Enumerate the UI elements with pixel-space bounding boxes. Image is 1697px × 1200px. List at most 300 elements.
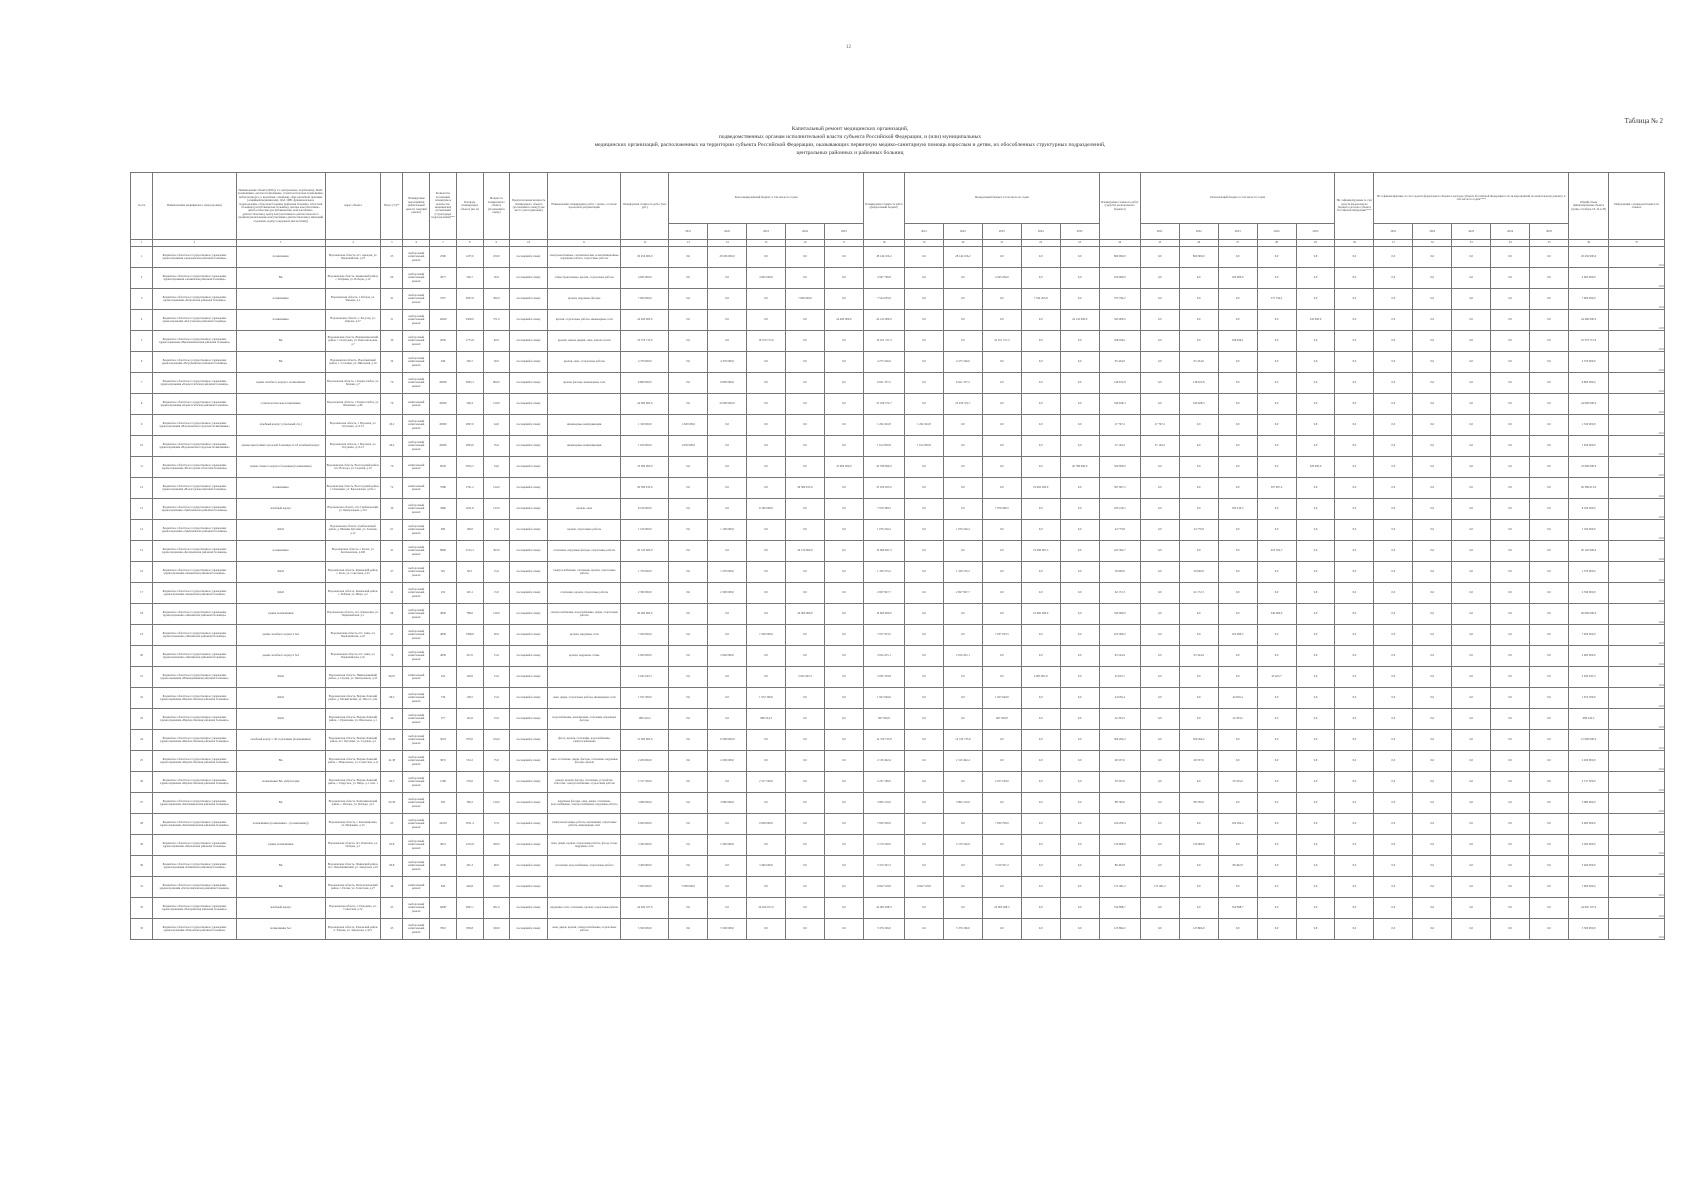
federal-year: 0,0 bbox=[1021, 898, 1060, 919]
consolidated-year: 0,0 bbox=[786, 835, 825, 856]
total-financing: 24 000 000,0 bbox=[1569, 394, 1609, 415]
visits-count: 20000 bbox=[430, 394, 457, 415]
non-cofinanced-year: 0,0 bbox=[1452, 415, 1491, 436]
non-cofinanced-year: 0,0 bbox=[1374, 625, 1413, 646]
consolidated-year: 0,0 bbox=[669, 331, 708, 352]
federal-cost: 3 895 210,0 bbox=[863, 793, 904, 814]
non-cofinanced-cost: 0,0 bbox=[1335, 457, 1374, 478]
total-cost: 29 456 000,0 bbox=[621, 247, 669, 268]
non-cofinanced-year: 0,0 bbox=[1374, 793, 1413, 814]
planned-works: капитальный ремонт bbox=[403, 457, 430, 478]
regional-year: 0,0 bbox=[1296, 352, 1335, 373]
non-cofinanced-year: 0,0 bbox=[1452, 289, 1491, 310]
subordination-info bbox=[1609, 667, 1665, 688]
consolidated-year: 0,0 bbox=[786, 373, 825, 394]
column-number: 27 bbox=[1218, 240, 1257, 247]
year-header: 2023 bbox=[982, 224, 1021, 240]
object-name: лечебный корпус bbox=[236, 898, 325, 919]
organization-name: Бюджетное областное государственное учреждение здравоохранения «Верхне-Хавская районная больница» bbox=[153, 772, 236, 793]
non-cofinanced-year: 0,0 bbox=[1413, 877, 1452, 898]
row-number: 32 bbox=[131, 898, 153, 919]
row-number: 13 bbox=[131, 499, 153, 520]
regional-year: 49 537,6 bbox=[1179, 751, 1218, 772]
regional-year: 0,0 bbox=[1218, 310, 1257, 331]
works-description bbox=[548, 457, 621, 478]
non-cofinanced-year: 0,0 bbox=[1452, 646, 1491, 667]
column-number: 3 bbox=[236, 240, 325, 247]
works-description bbox=[548, 394, 621, 415]
planned-works: выборочный капитальный ремонт bbox=[403, 541, 430, 562]
subordination-info bbox=[1609, 709, 1665, 730]
consolidated-year: 0,0 bbox=[669, 394, 708, 415]
regional-year: 0,0 bbox=[1296, 667, 1335, 688]
col-header: Региональный бюджет, в том числе по годам bbox=[1140, 173, 1335, 224]
non-cofinanced-year: 0,0 bbox=[1452, 751, 1491, 772]
year-tag: 2021 bbox=[1658, 432, 1664, 435]
subordination-info bbox=[1609, 793, 1665, 814]
planned-works: выборочный капитальный ремонт bbox=[403, 604, 430, 625]
object-area: 401,3 bbox=[456, 856, 483, 877]
consolidated-year: 0,0 bbox=[786, 856, 825, 877]
non-cofinanced-year: 0,0 bbox=[1374, 373, 1413, 394]
object-capacity: 15,0 bbox=[483, 646, 510, 667]
object-address: Воронежская область, Верхне-Хавский район, д. Малый Кобяк, ул. Шоссе, д.9а bbox=[325, 688, 381, 709]
regional-year: 0,0 bbox=[1179, 898, 1218, 919]
federal-year: 0,0 bbox=[1021, 394, 1060, 415]
federal-year: 0,0 bbox=[905, 457, 944, 478]
year-tag: 2022 bbox=[1658, 663, 1664, 666]
regional-year: 0,0 bbox=[1179, 625, 1218, 646]
consolidated-year: 7 000 000,0 bbox=[669, 877, 708, 898]
consolidated-year: 0,0 bbox=[747, 667, 786, 688]
non-cofinanced-year: 0,0 bbox=[1374, 562, 1413, 583]
object-name: лечебный корпус (отдельный стр.) bbox=[236, 415, 325, 436]
regional-year: 0,0 bbox=[1296, 646, 1335, 667]
total-financing: 4 370 000,0 bbox=[1569, 352, 1609, 373]
total-financing: 5 500 000,0 bbox=[1569, 919, 1609, 940]
total-cost: 1 100 000,0 bbox=[621, 520, 669, 541]
regional-year: 0,0 bbox=[1140, 688, 1179, 709]
consolidated-year: 0,0 bbox=[824, 688, 863, 709]
federal-year: 0,0 bbox=[905, 268, 944, 289]
works-description: окна, отопление, двери, фасады, отопление, наружные фасады, кровля bbox=[548, 751, 621, 772]
total-financing: 16 579 715,0 bbox=[1569, 331, 1609, 352]
organization-name: Бюджетное областное государственное учреждение здравоохранения «Верхне-Хавская районная больница» bbox=[153, 709, 236, 730]
table-row bbox=[131, 646, 1665, 667]
column-number: 10 bbox=[510, 240, 548, 247]
consolidated-year: 0,0 bbox=[747, 394, 786, 415]
federal-year: 1 927 649,6 bbox=[982, 688, 1021, 709]
federal-year: 1 339 135,2 bbox=[943, 562, 982, 583]
regional-year: 309 264,2 bbox=[1179, 730, 1218, 751]
subordination-info bbox=[1609, 919, 1665, 940]
non-cofinanced-cost: 0,0 bbox=[1335, 562, 1374, 583]
non-cofinanced-cost: 0,0 bbox=[1335, 856, 1374, 877]
year-header: 2021 bbox=[1374, 224, 1413, 240]
object-name: ВА bbox=[236, 268, 325, 289]
total-financing: 1 100 000,0 bbox=[1569, 520, 1609, 541]
federal-year: 0,0 bbox=[1060, 289, 1099, 310]
non-cofinanced-year: 0,0 bbox=[1491, 814, 1530, 835]
visits-count: 224 bbox=[430, 667, 457, 688]
non-cofinanced-cost: 0,0 bbox=[1335, 709, 1374, 730]
non-cofinanced-year: 0,0 bbox=[1452, 520, 1491, 541]
regional-cost: 540 628,3 bbox=[1099, 394, 1140, 415]
consolidated-year: 0,0 bbox=[824, 541, 863, 562]
row-number: 25 bbox=[131, 751, 153, 772]
visits-count: 4931 bbox=[430, 835, 457, 856]
visits-count: 232 bbox=[430, 583, 457, 604]
federal-year: 0,0 bbox=[1021, 583, 1060, 604]
non-cofinanced-cost: 0,0 bbox=[1335, 625, 1374, 646]
consolidated-year: 0,0 bbox=[786, 520, 825, 541]
federal-year: 2 005 061,8 bbox=[1021, 667, 1060, 688]
table-body bbox=[131, 247, 1665, 940]
non-cofinanced-year: 0,0 bbox=[1452, 919, 1491, 940]
non-cofinanced-year: 0,0 bbox=[1530, 688, 1569, 709]
non-cofinanced-year: 0,0 bbox=[1374, 247, 1413, 268]
object-name: здание лечебного корпуса, поликлиника bbox=[236, 373, 325, 394]
federal-year: 0,0 bbox=[1060, 814, 1099, 835]
column-number: 36 bbox=[1569, 240, 1609, 247]
non-cofinanced-year: 0,0 bbox=[1452, 604, 1491, 625]
col-header: Мощность планируемого объекта (посещений в смену) bbox=[483, 173, 510, 240]
federal-year: 0,0 bbox=[905, 499, 944, 520]
year-tag: 2021 bbox=[1658, 453, 1664, 456]
year-tag: 2022 bbox=[1658, 537, 1664, 540]
total-cost: 7 900 000,0 bbox=[621, 289, 669, 310]
federal-year: 3 310 597,2 bbox=[982, 856, 1021, 877]
regional-year: 0,0 bbox=[1140, 898, 1179, 919]
regional-year: 88 790,0 bbox=[1179, 793, 1218, 814]
regional-year: 44 650,4 bbox=[1218, 688, 1257, 709]
non-cofinanced-year: 0,0 bbox=[1452, 856, 1491, 877]
consolidated-year: 3 400 000,0 bbox=[747, 856, 786, 877]
column-number: 26 bbox=[1179, 240, 1218, 247]
object-name: ВА bbox=[236, 331, 325, 352]
column-number: 17 bbox=[824, 240, 863, 247]
federal-year: 0,0 bbox=[1021, 730, 1060, 751]
year-header: 2023 bbox=[1218, 224, 1257, 240]
federal-cost: 1 612 850,8 bbox=[863, 436, 904, 457]
object-name: ФАП bbox=[236, 667, 325, 688]
non-cofinanced-cost: 0,0 bbox=[1335, 289, 1374, 310]
year-tag: 2022 bbox=[1658, 369, 1664, 372]
regional-cost: 169 209,4 bbox=[1099, 814, 1140, 835]
subordination-info bbox=[1609, 520, 1665, 541]
regional-year: 0,0 bbox=[1218, 541, 1257, 562]
regional-year: 0,0 bbox=[1257, 793, 1296, 814]
wear-percent: 45 bbox=[381, 919, 403, 940]
data-table bbox=[130, 172, 1665, 940]
capacity-unit: посещений в смену bbox=[510, 457, 548, 478]
organization-name: Бюджетное областное государственное учреждение здравоохранения «Калачеевская районная больница» bbox=[153, 541, 236, 562]
total-cost: 1 370 000,0 bbox=[621, 562, 669, 583]
planned-works: выборочный капитальный ремонт bbox=[403, 373, 430, 394]
year-header: 2021 bbox=[669, 224, 708, 240]
consolidated-year: 0,0 bbox=[747, 604, 786, 625]
consolidated-year: 0,0 bbox=[824, 331, 863, 352]
federal-cost: 6 621 357,2 bbox=[863, 373, 904, 394]
year-tag: 2023 bbox=[1658, 831, 1664, 834]
capacity-unit: посещений в смену bbox=[510, 919, 548, 940]
total-cost: 8 160 000,0 bbox=[621, 499, 669, 520]
planned-works: капитальный ремонт bbox=[403, 478, 430, 499]
object-address: Воронежская область, Воробьёвский район, с. Солонцы, ул. Школьная, д.10 bbox=[325, 352, 381, 373]
non-cofinanced-year: 0,0 bbox=[1491, 625, 1530, 646]
year-tag: 2025 bbox=[1658, 474, 1664, 477]
federal-cost: 6 842 518,8 bbox=[863, 877, 904, 898]
regional-year: 0,0 bbox=[1257, 583, 1296, 604]
non-cofinanced-cost: 0,0 bbox=[1335, 310, 1374, 331]
federal-year: 2 816 455,1 bbox=[943, 646, 982, 667]
federal-cost: 7 976 589,5 bbox=[863, 499, 904, 520]
object-area: 788,0 bbox=[456, 604, 483, 625]
consolidated-year: 7 200 000,0 bbox=[747, 625, 786, 646]
federal-year: 0,0 bbox=[1060, 835, 1099, 856]
total-financing: 4 665 000,0 bbox=[1569, 268, 1609, 289]
consolidated-year: 0,0 bbox=[786, 646, 825, 667]
federal-year: 0,0 bbox=[982, 394, 1021, 415]
organization-name: Бюджетное областное государственное учреждение здравоохранения «Верхне-Хавская районная больница» bbox=[153, 730, 236, 751]
planned-works: выборочный капитальный ремонт bbox=[403, 499, 430, 520]
object-name: здание пристройки городской больницы № 18 лечебный корпус bbox=[236, 436, 325, 457]
column-number: 8 bbox=[456, 240, 483, 247]
capacity-unit: посещений в смену bbox=[510, 751, 548, 772]
non-cofinanced-year: 0,0 bbox=[1452, 331, 1491, 352]
row-number: 21 bbox=[131, 667, 153, 688]
consolidated-year: 0,0 bbox=[708, 709, 747, 730]
works-description: ремонт кровли, фасада, отопление, устройство отмостки, электроснабжение, отделочные работы bbox=[548, 772, 621, 793]
federal-year: 0,0 bbox=[1021, 310, 1060, 331]
wear-percent: 70 bbox=[381, 457, 403, 478]
federal-year: 0,0 bbox=[905, 562, 944, 583]
non-cofinanced-cost: 0,0 bbox=[1335, 352, 1374, 373]
federal-cost: 967 020,8 bbox=[863, 709, 904, 730]
table-row bbox=[131, 373, 1665, 394]
regional-cost: 340 000,0 bbox=[1099, 604, 1140, 625]
works-description: кровля, отделочные работы bbox=[548, 520, 621, 541]
visits-count: 2030 bbox=[430, 331, 457, 352]
table-row bbox=[131, 688, 1665, 709]
visits-count: 736 bbox=[430, 688, 457, 709]
regional-cost: 554 898,7 bbox=[1099, 898, 1140, 919]
col-header: Не софинансируемые за счет средств федерального бюджета расходы субъекта Российской Федерации**** bbox=[1335, 173, 1374, 240]
subordination-info bbox=[1609, 457, 1665, 478]
organization-name: Бюджетное областное государственное учреждение здравоохранения «Борисоглебская районная больница» bbox=[153, 394, 236, 415]
non-cofinanced-year: 0,0 bbox=[1413, 520, 1452, 541]
planned-works: выборочный капитальный ремонт bbox=[403, 772, 430, 793]
federal-year: 0,0 bbox=[943, 709, 982, 730]
total-financing: 989 224,3 bbox=[1569, 709, 1609, 730]
regional-year: 0,0 bbox=[1218, 247, 1257, 268]
wear-percent: 70 bbox=[381, 394, 403, 415]
col-header: Предполагаемая мощность планируемого объекта (посещений в смену) (чьё место для подписание) bbox=[510, 173, 548, 240]
consolidated-year: 0,0 bbox=[747, 457, 786, 478]
object-address: Воронежская область, Вологодский район, г. Ольшанка, ул. Березовская, д.19а-1 bbox=[325, 478, 381, 499]
federal-cost: 5 376 196,0 bbox=[863, 919, 904, 940]
total-financing: 20 000 000,0 bbox=[1569, 604, 1609, 625]
total-cost: 20 120 000,0 bbox=[621, 541, 669, 562]
non-cofinanced-year: 0,0 bbox=[1491, 604, 1530, 625]
object-address: Воронежская область, г. Поворино, ул. Советская, д.72 bbox=[325, 898, 381, 919]
page-number: 12 bbox=[846, 45, 851, 50]
subordination-info bbox=[1609, 877, 1665, 898]
consolidated-year: 20 000 000,0 bbox=[786, 604, 825, 625]
regional-year: 0,0 bbox=[1257, 646, 1296, 667]
row-number: 11 bbox=[131, 457, 153, 478]
table-row bbox=[131, 772, 1665, 793]
consolidated-year: 2 317 500,0 bbox=[747, 772, 786, 793]
object-area: 2993,6 bbox=[456, 436, 483, 457]
total-financing: 1 972 300,0 bbox=[1569, 688, 1609, 709]
federal-cost: 25 950 203,9 bbox=[863, 478, 904, 499]
regional-cost: 45 625,7 bbox=[1099, 667, 1140, 688]
consolidated-year: 6 800 000,0 bbox=[708, 373, 747, 394]
non-cofinanced-year: 0,0 bbox=[1374, 856, 1413, 877]
non-cofinanced-year: 0,0 bbox=[1374, 520, 1413, 541]
wear-percent: 45 bbox=[381, 898, 403, 919]
object-capacity: 54,0 bbox=[483, 457, 510, 478]
non-cofinanced-year: 0,0 bbox=[1374, 499, 1413, 520]
subordination-info bbox=[1609, 352, 1665, 373]
year-header: 2024 bbox=[1257, 224, 1296, 240]
regional-year: 0,0 bbox=[1140, 646, 1179, 667]
regional-cost: 157 481,2 bbox=[1099, 877, 1140, 898]
visits-count: 4830 bbox=[430, 604, 457, 625]
title-line: Капитальный ремонт медицинских организаций, bbox=[791, 126, 909, 132]
non-cofinanced-year: 0,0 bbox=[1413, 310, 1452, 331]
object-address: Воронежская область, г. Бобров, ул. Чапаева, д.1 bbox=[325, 289, 381, 310]
wear-percent: 44 bbox=[381, 877, 403, 898]
consolidated-year: 0,0 bbox=[708, 415, 747, 436]
subordination-info bbox=[1609, 772, 1665, 793]
non-cofinanced-year: 0,0 bbox=[1452, 877, 1491, 898]
organization-name: Бюджетное областное государственное учреждение здравоохранения «Панинская районная больница» bbox=[153, 856, 236, 877]
organization-name: Бюджетное областное государственное учреждение здравоохранения «Богучарская районная больница» bbox=[153, 310, 236, 331]
regional-year: 0,0 bbox=[1179, 499, 1218, 520]
regional-year: 0,0 bbox=[1296, 709, 1335, 730]
regional-year: 120 900,0 bbox=[1179, 835, 1218, 856]
table-row bbox=[131, 604, 1665, 625]
regional-year: 37 149,2 bbox=[1140, 436, 1179, 457]
consolidated-year: 0,0 bbox=[824, 415, 863, 436]
regional-year: 0,0 bbox=[1140, 919, 1179, 940]
federal-year: 0,0 bbox=[982, 730, 1021, 751]
regional-year: 423 302,7 bbox=[1257, 541, 1296, 562]
row-number: 24 bbox=[131, 730, 153, 751]
table-row bbox=[131, 520, 1665, 541]
year-header: 2022 bbox=[708, 224, 747, 240]
non-cofinanced-year: 0,0 bbox=[1530, 520, 1569, 541]
non-cofinanced-year: 0,0 bbox=[1452, 793, 1491, 814]
federal-year: 2 697 827,7 bbox=[943, 583, 982, 604]
consolidated-year: 0,0 bbox=[824, 562, 863, 583]
non-cofinanced-year: 0,0 bbox=[1413, 499, 1452, 520]
non-cofinanced-year: 0,0 bbox=[1491, 520, 1530, 541]
regional-year: 0,0 bbox=[1140, 457, 1179, 478]
federal-cost: 7 037 933,5 bbox=[863, 625, 904, 646]
column-number: 28 bbox=[1257, 240, 1296, 247]
object-capacity: 15,0 bbox=[483, 667, 510, 688]
year-tag: 2022 bbox=[1658, 852, 1664, 855]
year-tag: 2022 bbox=[1658, 600, 1664, 603]
year-tag: 2024 bbox=[1658, 306, 1664, 309]
federal-year: 0,0 bbox=[943, 499, 982, 520]
works-description: наружные фасады, окна, двери, отопление, водоснабжение, электроснабжение, наружные работы bbox=[548, 793, 621, 814]
visits-count: 4830 bbox=[430, 625, 457, 646]
object-area: 2067,1 bbox=[456, 898, 483, 919]
consolidated-year: 0,0 bbox=[747, 247, 786, 268]
regional-year: 0,0 bbox=[1296, 604, 1335, 625]
federal-year: 0,0 bbox=[943, 898, 982, 919]
object-address: Воронежская область, Вологодский район, пгт. Вологда, ул. Садовая, д.10 bbox=[325, 457, 381, 478]
wear-percent: 63,58 bbox=[381, 793, 403, 814]
year-tag: 2021 bbox=[1658, 894, 1664, 897]
works-description: кровля, наружные фасады bbox=[548, 289, 621, 310]
column-number: 24 bbox=[1099, 240, 1140, 247]
non-cofinanced-year: 0,0 bbox=[1491, 247, 1530, 268]
regional-year: 0,0 bbox=[1296, 436, 1335, 457]
regional-cost: 328 926,1 bbox=[1099, 331, 1140, 352]
row-number: 23 bbox=[131, 709, 153, 730]
row-number: 18 bbox=[131, 604, 153, 625]
non-cofinanced-year: 0,0 bbox=[1530, 541, 1569, 562]
non-cofinanced-year: 0,0 bbox=[1413, 457, 1452, 478]
regional-year: 0,0 bbox=[1218, 394, 1257, 415]
row-number: 26 bbox=[131, 772, 153, 793]
total-cost: 2 200 000,0 bbox=[621, 751, 669, 772]
planned-works: выборочный капитальный ремонт bbox=[403, 688, 430, 709]
table-row bbox=[131, 730, 1665, 751]
non-cofinanced-year: 0,0 bbox=[1452, 499, 1491, 520]
consolidated-year: 0,0 bbox=[786, 268, 825, 289]
non-cofinanced-year: 0,0 bbox=[1530, 373, 1569, 394]
federal-year: 0,0 bbox=[982, 247, 1021, 268]
regional-year: 0,0 bbox=[1179, 478, 1218, 499]
federal-year: 0,0 bbox=[943, 415, 982, 436]
federal-year: 7 830 790,0 bbox=[982, 814, 1021, 835]
object-area: 576,0 bbox=[456, 772, 483, 793]
non-cofinanced-year: 0,0 bbox=[1374, 583, 1413, 604]
regional-year: 0,0 bbox=[1296, 247, 1335, 268]
organization-name: Бюджетное областное государственное учреждение здравоохранения «Каменская районная больница» bbox=[153, 583, 236, 604]
regional-year: 0,0 bbox=[1296, 877, 1335, 898]
federal-year: 0,0 bbox=[905, 730, 944, 751]
column-number: 23 bbox=[1060, 240, 1099, 247]
visits-count: 5960 bbox=[430, 499, 457, 520]
consolidated-year: 0,0 bbox=[824, 772, 863, 793]
consolidated-year: 0,0 bbox=[747, 310, 786, 331]
regional-year: 0,0 bbox=[1257, 814, 1296, 835]
regional-year: 0,0 bbox=[1140, 247, 1179, 268]
regional-year: 0,0 bbox=[1257, 856, 1296, 877]
federal-year: 0,0 bbox=[982, 478, 1021, 499]
consolidated-year: 0,0 bbox=[747, 541, 786, 562]
non-cofinanced-cost: 0,0 bbox=[1335, 583, 1374, 604]
table-row bbox=[131, 310, 1665, 331]
consolidated-year: 28 456 000,0 bbox=[708, 247, 747, 268]
year-header: 2025 bbox=[1530, 224, 1569, 240]
non-cofinanced-year: 0,0 bbox=[1374, 268, 1413, 289]
works-description: общестроительные, кровля, отделочные работы bbox=[548, 268, 621, 289]
regional-cost: 27 797,2 bbox=[1099, 415, 1140, 436]
object-capacity: 70,0 bbox=[483, 772, 510, 793]
regional-year: 183 410,5 bbox=[1218, 499, 1257, 520]
year-tag: 2025 bbox=[1658, 327, 1664, 330]
non-cofinanced-year: 0,0 bbox=[1374, 919, 1413, 940]
regional-year: 0,0 bbox=[1257, 436, 1296, 457]
